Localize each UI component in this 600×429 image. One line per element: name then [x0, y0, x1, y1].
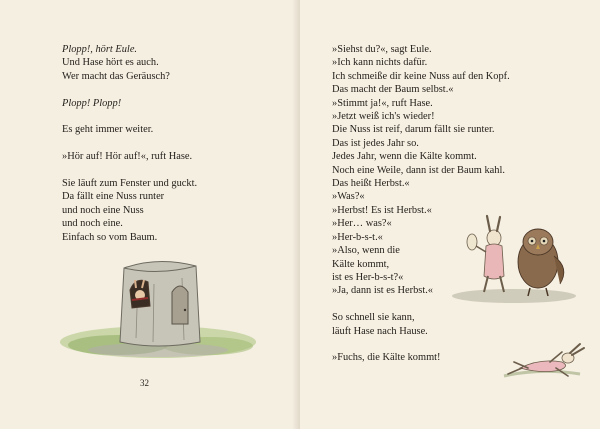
text-line: Das macht der Baum selbst.« — [332, 84, 454, 96]
text-line: Plopp! Plopp! — [62, 97, 122, 109]
rabbit-owl-illustration — [450, 212, 578, 304]
text-line: »Her-b-s-t.« — [332, 231, 383, 243]
page-number: 32 — [140, 378, 149, 388]
text-line: Sie läuft zum Fenster und guckt. — [62, 178, 198, 189]
text-line: »Hör auf! Hör auf!«, ruft Hase. — [62, 151, 193, 163]
text-line: Und Hase hört es auch. — [62, 57, 159, 69]
text-line: »Was?« — [332, 191, 365, 203]
right-page-text — [332, 43, 510, 365]
text-line: Das ist jedes Jahr so. — [332, 137, 419, 149]
text-line: und noch eine Nuss — [62, 204, 144, 216]
text-line: »Herbst! Es ist Herbst.« — [332, 204, 432, 216]
text-line: Ich schmeiße dir keine Nuss auf den Kopf. — [332, 70, 510, 82]
text-line: Es geht immer weiter. — [62, 124, 154, 136]
text-line: »Her… was?« — [332, 218, 392, 230]
text-line: läuft Hase nach Hause. — [332, 325, 428, 337]
text-line: Da fällt eine Nuss runter — [62, 191, 165, 203]
text-line: So schnell sie kann, — [332, 312, 415, 324]
text-line: »Siehst du?«, sagt Eule. — [332, 44, 432, 55]
text-line: »Ich kann nichts dafür. — [332, 57, 428, 69]
running-rabbit-illustration — [500, 338, 600, 388]
text-line: Das heißt Herbst.« — [332, 178, 410, 190]
text-line: Wer macht das Geräusch? — [62, 70, 170, 82]
text-line: »Jetzt weiß ich's wieder! — [332, 111, 435, 123]
text-line: Jedes Jahr, wenn die Kälte kommt. — [332, 151, 477, 163]
text-line: Die Nuss ist reif, darum fällt sie runter. — [332, 124, 495, 136]
text-line: »Also, wenn die — [332, 245, 400, 257]
right-page — [300, 0, 600, 429]
text-line: Einfach so vom Baum. — [62, 231, 158, 243]
text-line: ist es Her-b-s-t?« — [332, 271, 404, 283]
text-line: Noch eine Weile, dann ist der Baum kahl. — [332, 164, 505, 176]
text-line: »Stimmt ja!«, ruft Hase. — [332, 97, 433, 109]
text-line: Kälte kommt, — [332, 258, 390, 270]
tree-stump-illustration — [58, 250, 258, 360]
text-line: und noch eine. — [62, 218, 123, 230]
text-line: »Fuchs, die Kälte kommt! — [332, 352, 441, 364]
left-page-text — [62, 43, 197, 244]
text-line: Plopp!, hört Eule. — [62, 44, 138, 55]
text-line: »Ja, dann ist es Herbst.« — [332, 285, 434, 297]
